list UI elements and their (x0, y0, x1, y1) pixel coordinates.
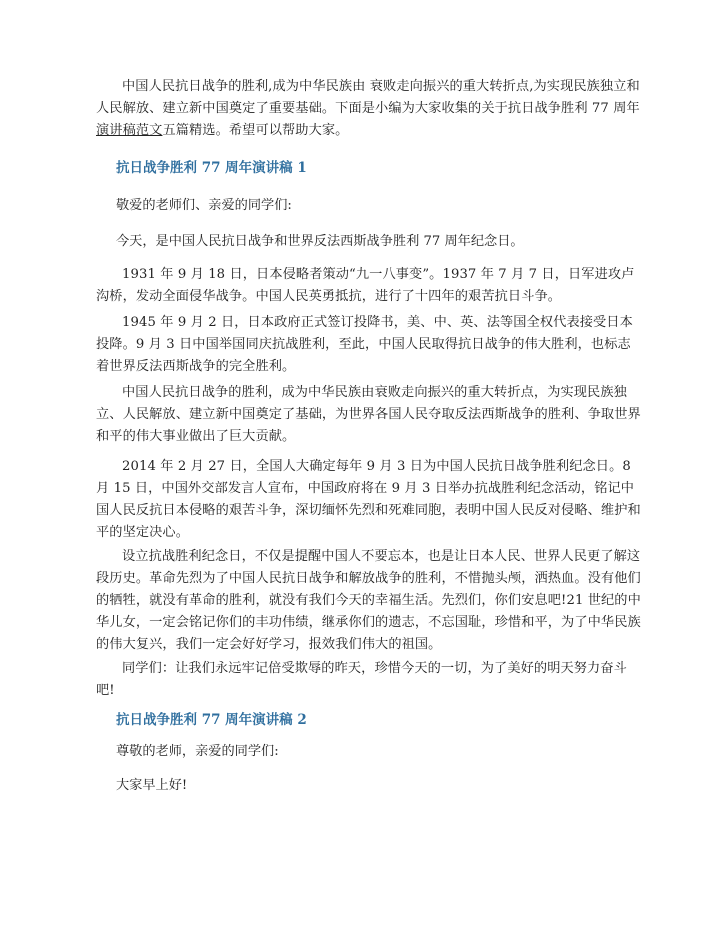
speech1-paragraph-5: 2014 年 2 月 27 日，全国人大确定每年 9 月 3 日为中国人民抗日战争胜利纪念日。8 月 15 日，中国外交部发言人宣布，中国政府将在 9 月 3 日举办抗战胜利纪念活动，铭记中国人民反抗日本侵略的艰苦斗争，深切缅怀先烈和死难同胞，表明中国人民反对侵略、维护和平的坚定决心。 (96, 459, 641, 540)
speech1-paragraph-7: 同学们：让我们永远牢记倍受欺辱的昨天，珍惜今天的一切，为了美好的明天努力奋斗吧! (96, 661, 627, 698)
speech2-salutation: 尊敬的老师，亲爱的同学们: (116, 744, 279, 759)
speech1-paragraph-3: 1945 年 9 月 2 日，日本政府正式签订投降书，美、中、英、法等国全权代表接受日本投降。9 月 3 日中国举国同庆抗战胜利，至此，中国人民取得抗日战争的伟大胜利，也标志着世界反法西斯战争的完全胜利。 (96, 315, 633, 374)
speech1-paragraph-6: 设立抗战胜利纪念日，不仅是提醒中国人不要忘本，也是让日本人民、世界人民更了解这段历史。革命先烈为了中国人民抗日战争和解放战争的胜利，不惜抛头颅，洒热血。没有他们的牺牲，就没有革命的胜利，就没有我们今天的幸福生活。先烈们，你们安息吧!21 世纪的中华儿女，一定会铭记你们的丰功伟绩，继承你们的遗志，不忘国耻，珍惜和平，为了中华民族的伟大复兴，我们一定会好好学习，报效我们伟大的祖国。 (96, 549, 641, 652)
speech2-title: 抗日战争胜利 77 周年演讲稿 2 (116, 712, 307, 728)
speech1-paragraph-4: 中国人民抗日战争的胜利，成为中华民族由衰败走向振兴的重大转折点，为实现民族独立、人民解放、建立新中国奠定了基础，为世界各国人民夺取反法西斯战争的胜利、争取世界和平的伟大事业做出了巨大贡献。 (96, 385, 641, 444)
speech1-title: 抗日战争胜利 77 周年演讲稿 1 (116, 160, 307, 176)
speech2-greeting: 大家早上好! (116, 778, 188, 793)
speech1-paragraph-2: 1931 年 9 月 18 日，日本侵略者策动“九一八事变”。1937 年 7 月 7 日，日军进攻卢沟桥，发动全面侵华战争。中国人民英勇抵抗，进行了十四年的艰苦抗日斗争。 (96, 267, 635, 304)
intro-text-part2: 五篇精选。希望可以帮助大家。 (162, 123, 349, 138)
intro-text-part1: 中国人民抗日战争的胜利,成为中华民族由 衰败走向振兴的重大转折点,为实现民族独立和人民解放、建立新中国奠定了重要基础。下面是小编为大家收集的关于抗日战争胜利 77 周年 (96, 79, 640, 116)
intro-paragraph (96, 76, 644, 142)
speech1-salutation: 敬爱的老师们、亲爱的同学们: (116, 198, 292, 213)
speech-template-link[interactable]: 演讲稿范文 (96, 123, 163, 138)
speech1-paragraph-1: 今天，是中国人民抗日战争和世界反法西斯战争胜利 77 周年纪念日。 (116, 234, 524, 249)
